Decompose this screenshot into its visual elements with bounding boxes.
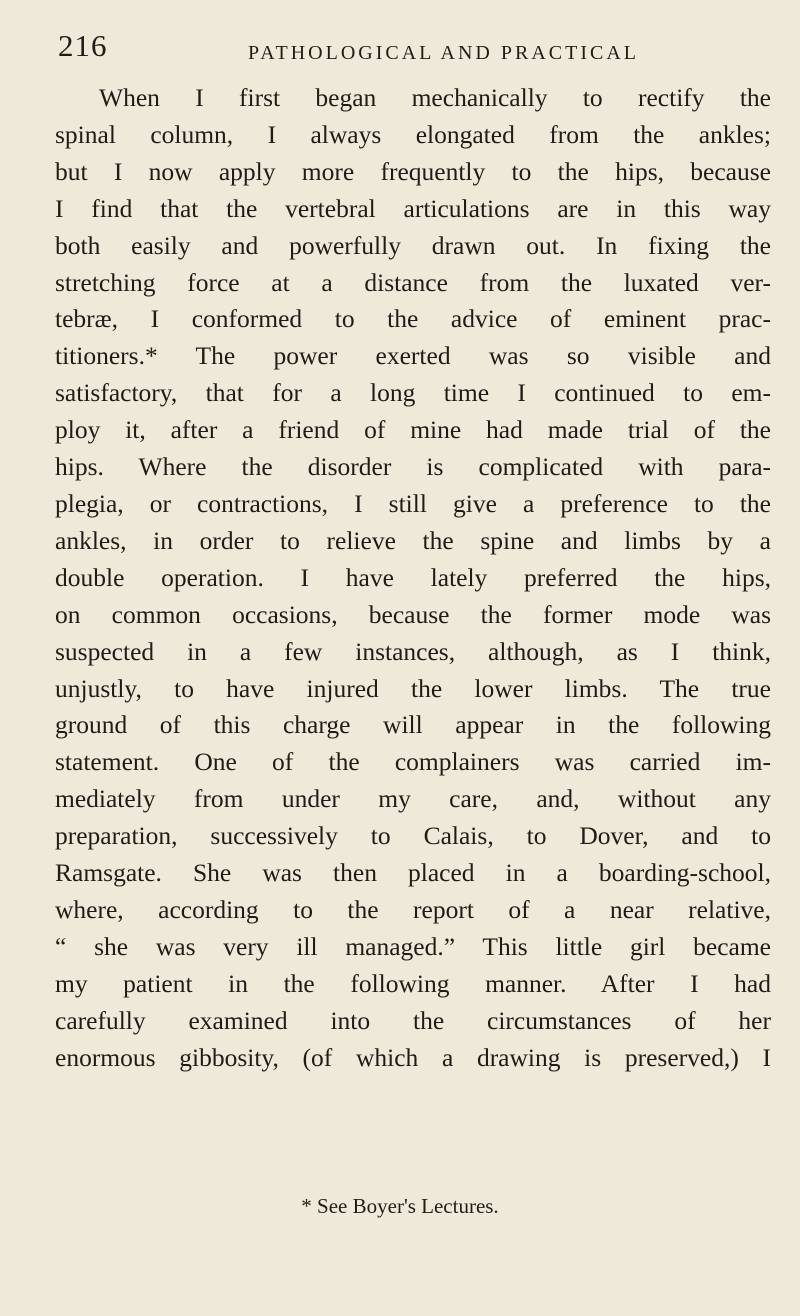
page-header xyxy=(58,28,758,68)
text-line: carefully examined into the circumstances of her xyxy=(55,1005,771,1035)
text-line: where, according to the report of a near relative, xyxy=(55,894,771,924)
text-line: on common occasions, because the former mode was xyxy=(55,599,771,629)
text-line: unjustly, to have injured the lower limbs. The true xyxy=(55,673,771,703)
text-line: satisfactory, that for a long time I continued to em- xyxy=(55,378,771,408)
footnote: * See Boyer's Lectures. xyxy=(301,1194,499,1218)
text-line: Ramsgate. She was then placed in a boarding-school, xyxy=(55,858,771,888)
text-line: titioners.* The power exerted was so visible and xyxy=(55,341,771,371)
text-line: plegia, or contractions, I still give a preference to the xyxy=(55,488,771,518)
text-line: When I first began mechanically to rectify the xyxy=(99,83,771,112)
page-number: 216 xyxy=(58,28,108,63)
text-line: both easily and powerfully drawn out. In fixing the xyxy=(55,230,771,260)
text-line: statement. One of the complainers was carried im- xyxy=(55,747,771,777)
text-line: ploy it, after a friend of mine had made trial of the xyxy=(55,415,771,445)
text-line: tebræ, I conformed to the advice of eminent prac- xyxy=(55,304,771,334)
text-line: my patient in the following manner. After I had xyxy=(55,968,771,998)
body-text xyxy=(55,80,771,1076)
text-line: I find that the vertebral articulations are in this way xyxy=(55,193,771,223)
text-line: ground of this charge will appear in the following xyxy=(55,710,771,740)
text-line: stretching force at a distance from the luxated ver- xyxy=(55,267,771,297)
text-line: but I now apply more frequently to the hips, because xyxy=(55,156,771,186)
text-line: hips. Where the disorder is complicated with para- xyxy=(55,452,771,482)
text-line: spinal column, I always elongated from the ankles; xyxy=(55,119,771,149)
text-line: ankles, in order to relieve the spine and limbs by a xyxy=(55,525,771,555)
text-line: enormous gibbosity, (of which a drawing is preserved,) I xyxy=(55,1042,771,1072)
text-line: double operation. I have lately preferred the hips, xyxy=(55,562,771,592)
text-line: suspected in a few instances, although, as I think, xyxy=(55,636,771,666)
running-head: PATHOLOGICAL AND PRACTICAL xyxy=(248,42,639,64)
text-line: “ she was very ill managed.” This little girl became xyxy=(55,931,771,961)
text-line: preparation, successively to Calais, to Dover, and to xyxy=(55,821,771,851)
text-line: mediately from under my care, and, without any xyxy=(55,784,771,814)
